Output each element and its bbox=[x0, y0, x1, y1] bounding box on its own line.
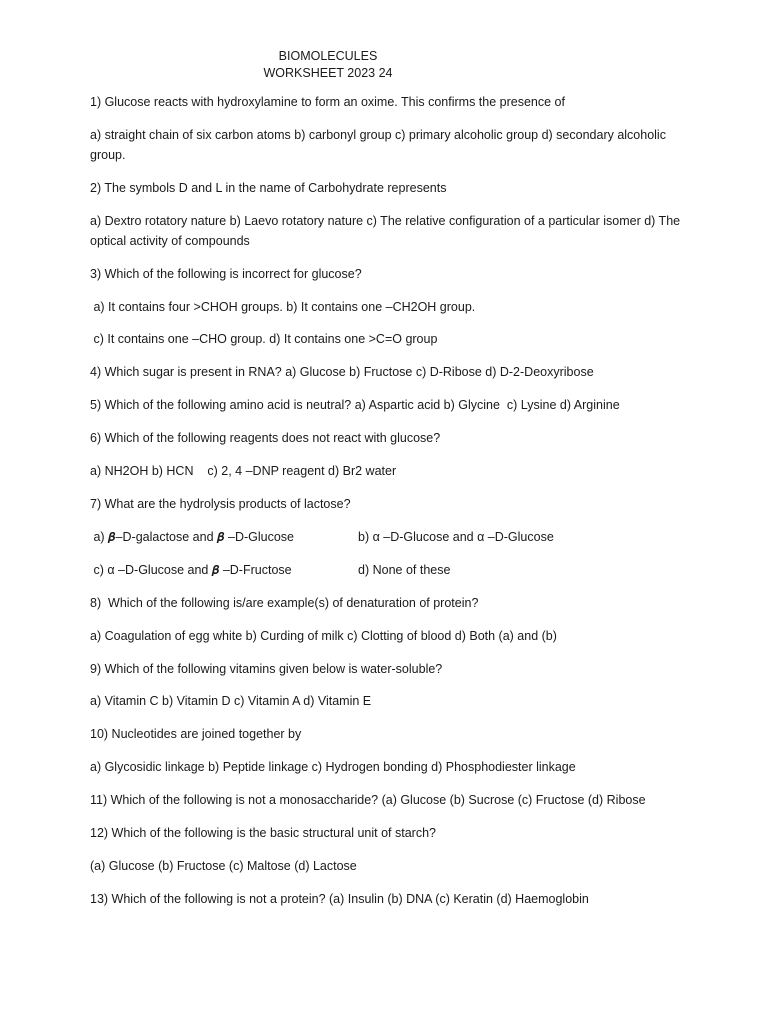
question-12: 12) Which of the following is the basic structural unit of starch? bbox=[90, 826, 436, 840]
question-7-option-b: b) α –D-Glucose and α –D-Glucose bbox=[358, 530, 554, 544]
question-8: 8) Which of the following is/are example(s) of denaturation of protein? bbox=[90, 596, 479, 610]
question-13: 13) Which of the following is not a protein? (a) Insulin (b) DNA (c) Keratin (d) Haemoglobin bbox=[90, 892, 589, 906]
question-7-option-d: d) None of these bbox=[358, 563, 451, 577]
question-7-option-a: a) 𝜷–D-galactose and 𝜷 –D-Glucose bbox=[90, 530, 294, 544]
question-6-options: a) NH2OH b) HCN c) 2, 4 –DNP reagent d) Br2 water bbox=[90, 464, 397, 478]
question-2-options: a) Dextro rotatory nature b) Laevo rotatory nature c) The relative configuration of a particular isomer d) The optical activity of compounds bbox=[90, 214, 681, 248]
question-3: 3) Which of the following is incorrect for glucose? bbox=[90, 267, 362, 281]
page-title: BIOMOLECULES bbox=[278, 49, 378, 63]
question-1: 1) Glucose reacts with hydroxylamine to form an oxime. This confirms the presence of bbox=[90, 95, 565, 109]
question-8-options: a) Coagulation of egg white b) Curding of milk c) Clotting of blood d) Both (a) and (b) bbox=[90, 629, 557, 643]
question-9: 9) Which of the following vitamins given below is water-soluble? bbox=[90, 662, 443, 676]
question-3-options-1: a) It contains four >CHOH groups. b) It contains one –CH2OH group. bbox=[90, 300, 476, 314]
question-5: 5) Which of the following amino acid is neutral? a) Aspartic acid b) Glycine c) Lysine d) Arginine bbox=[90, 398, 620, 412]
question-9-options: a) Vitamin C b) Vitamin D c) Vitamin A d) Vitamin E bbox=[90, 694, 372, 708]
question-12-options: (a) Glucose (b) Fructose (c) Maltose (d) Lactose bbox=[90, 859, 357, 873]
question-7-option-c: c) α –D-Glucose and 𝜷 –D-Fructose bbox=[90, 563, 292, 577]
question-4: 4) Which sugar is present in RNA? a) Glucose b) Fructose c) D-Ribose d) D-2-Deoxyribose bbox=[90, 365, 594, 379]
question-10: 10) Nucleotides are joined together by bbox=[90, 727, 302, 741]
question-10-options: a) Glycosidic linkage b) Peptide linkage c) Hydrogen bonding d) Phosphodiester linkage bbox=[90, 760, 576, 774]
page-subtitle: WORKSHEET 2023 24 bbox=[263, 66, 393, 80]
question-11: 11) Which of the following is not a monosaccharide? (a) Glucose (b) Sucrose (c) Fructose (d) Ribose bbox=[90, 793, 646, 807]
question-3-options-2: c) It contains one –CHO group. d) It contains one >C=O group bbox=[90, 332, 438, 346]
question-2: 2) The symbols D and L in the name of Carbohydrate represents bbox=[90, 181, 447, 195]
question-6: 6) Which of the following reagents does not react with glucose? bbox=[90, 431, 441, 445]
question-7: 7) What are the hydrolysis products of lactose? bbox=[90, 497, 351, 511]
question-1-options: a) straight chain of six carbon atoms b) carbonyl group c) primary alcoholic group d) secondary alcoholic group. bbox=[90, 128, 666, 162]
